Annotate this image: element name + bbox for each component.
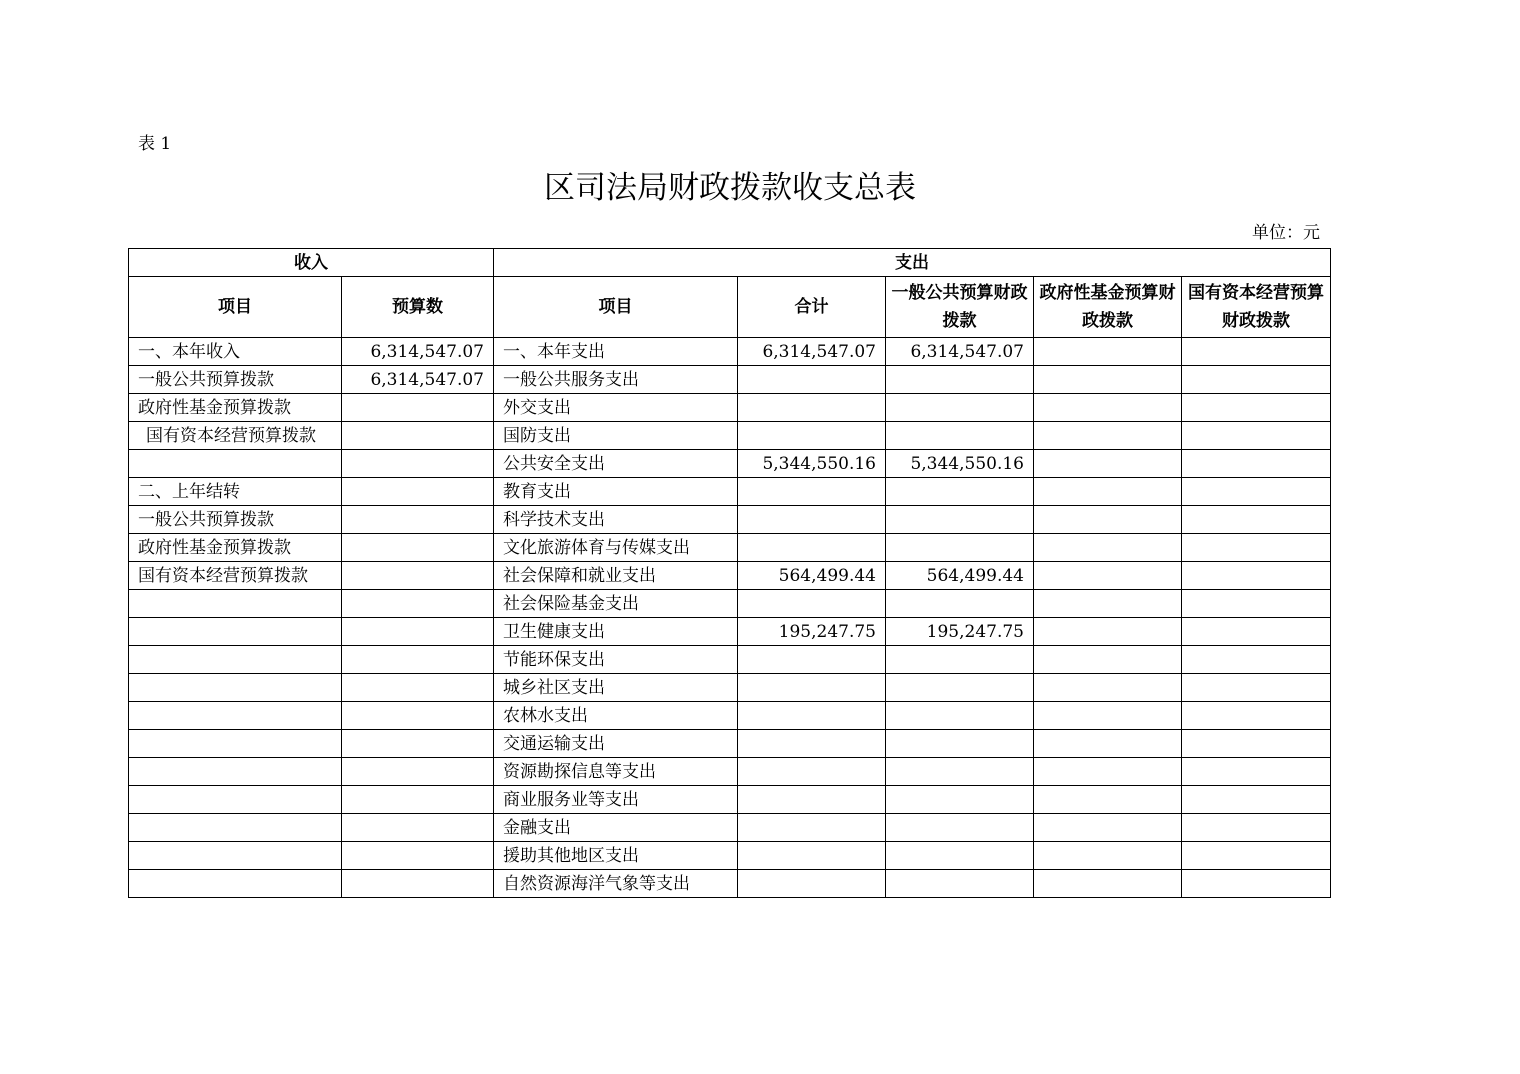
expense-general-cell: 5,344,550.16 — [886, 450, 1034, 478]
expense-state-cell — [1182, 730, 1331, 758]
expense-fund-cell — [1034, 674, 1182, 702]
expense-fund-cell — [1034, 478, 1182, 506]
expense-total-cell — [738, 506, 886, 534]
expense-general-cell — [886, 702, 1034, 730]
expense-general-cell — [886, 506, 1034, 534]
table-row — [129, 394, 1331, 422]
expense-general-cell — [886, 730, 1034, 758]
expense-fund-cell — [1034, 534, 1182, 562]
expense-item-cell: 文化旅游体育与传媒支出 — [494, 534, 738, 562]
expense-general-cell: 564,499.44 — [886, 562, 1034, 590]
table-row — [129, 506, 1331, 534]
expense-state-cell — [1182, 478, 1331, 506]
table-row — [129, 422, 1331, 450]
expense-fund-cell — [1034, 786, 1182, 814]
expense-state-cell — [1182, 814, 1331, 842]
income-budget-cell — [342, 786, 494, 814]
expense-item-cell: 国防支出 — [494, 422, 738, 450]
expense-total-cell — [738, 394, 886, 422]
income-item-header: 项目 — [129, 277, 342, 338]
table-row — [129, 842, 1331, 870]
expense-item-cell: 交通运输支出 — [494, 730, 738, 758]
table-row — [129, 702, 1331, 730]
header-row-columns — [129, 277, 1331, 338]
expense-total-cell — [738, 534, 886, 562]
header-row-group — [129, 249, 1331, 277]
expense-fund-cell — [1034, 450, 1182, 478]
expense-item-cell: 资源勘探信息等支出 — [494, 758, 738, 786]
income-group-header: 收入 — [129, 249, 494, 277]
income-item-cell: 一、本年收入 — [129, 338, 342, 366]
expense-total-cell — [738, 814, 886, 842]
expense-state-cell — [1182, 646, 1331, 674]
income-budget-cell: 6,314,547.07 — [342, 366, 494, 394]
table-row — [129, 758, 1331, 786]
expense-item-cell: 科学技术支出 — [494, 506, 738, 534]
income-budget-cell: 6,314,547.07 — [342, 338, 494, 366]
table-row — [129, 562, 1331, 590]
income-budget-cell — [342, 506, 494, 534]
expense-state-cell — [1182, 534, 1331, 562]
expense-state-cell — [1182, 422, 1331, 450]
table-row — [129, 870, 1331, 898]
income-budget-cell — [342, 534, 494, 562]
income-budget-cell — [342, 814, 494, 842]
expense-general-cell — [886, 478, 1034, 506]
expense-general-cell — [886, 758, 1034, 786]
expense-fund-cell — [1034, 590, 1182, 618]
expense-general-cell — [886, 534, 1034, 562]
expense-general-cell — [886, 674, 1034, 702]
income-item-cell — [129, 730, 342, 758]
income-budget-cell — [342, 702, 494, 730]
expense-item-cell: 城乡社区支出 — [494, 674, 738, 702]
expense-state-cell — [1182, 758, 1331, 786]
expense-total-cell — [738, 730, 886, 758]
expense-state-cell — [1182, 618, 1331, 646]
expense-item-cell: 外交支出 — [494, 394, 738, 422]
expense-item-cell: 卫生健康支出 — [494, 618, 738, 646]
expense-item-cell: 金融支出 — [494, 814, 738, 842]
income-budget-header: 预算数 — [342, 277, 494, 338]
table-row — [129, 338, 1331, 366]
expense-group-header: 支出 — [494, 249, 1331, 277]
expense-state-cell — [1182, 674, 1331, 702]
expense-general-cell — [886, 786, 1034, 814]
expense-general-cell — [886, 394, 1034, 422]
expense-total-cell — [738, 786, 886, 814]
income-budget-cell — [342, 674, 494, 702]
expense-total-cell: 195,247.75 — [738, 618, 886, 646]
income-budget-cell — [342, 590, 494, 618]
expense-general-cell — [886, 646, 1034, 674]
expense-item-cell: 节能环保支出 — [494, 646, 738, 674]
expense-total-cell — [738, 702, 886, 730]
expense-fund-cell — [1034, 758, 1182, 786]
page-title: 区司法局财政拨款收支总表 — [544, 170, 916, 206]
expense-fund-cell — [1034, 422, 1182, 450]
income-item-cell — [129, 618, 342, 646]
expense-total-header: 合计 — [738, 277, 886, 338]
expense-general-cell — [886, 590, 1034, 618]
expense-state-cell — [1182, 786, 1331, 814]
income-budget-cell — [342, 450, 494, 478]
income-budget-cell — [342, 758, 494, 786]
expense-total-cell — [738, 366, 886, 394]
income-budget-cell — [342, 646, 494, 674]
expense-item-cell: 教育支出 — [494, 478, 738, 506]
expense-fund-cell — [1034, 730, 1182, 758]
expense-fund-cell — [1034, 338, 1182, 366]
expense-item-cell: 商业服务业等支出 — [494, 786, 738, 814]
expense-general-cell — [886, 814, 1034, 842]
expense-fund-cell — [1034, 814, 1182, 842]
income-item-cell — [129, 674, 342, 702]
budget-table — [128, 248, 1331, 898]
expense-item-cell: 自然资源海洋气象等支出 — [494, 870, 738, 898]
income-item-cell: 国有资本经营预算拨款 — [129, 562, 342, 590]
income-item-cell: 一般公共预算拨款 — [129, 506, 342, 534]
expense-state-cell — [1182, 366, 1331, 394]
income-item-cell: 国有资本经营预算拨款 — [129, 422, 342, 450]
table-row — [129, 534, 1331, 562]
expense-item-cell: 一般公共服务支出 — [494, 366, 738, 394]
income-item-cell: 政府性基金预算拨款 — [129, 534, 342, 562]
expense-fund-cell — [1034, 702, 1182, 730]
income-item-cell — [129, 758, 342, 786]
expense-total-cell: 5,344,550.16 — [738, 450, 886, 478]
expense-general-cell: 195,247.75 — [886, 618, 1034, 646]
expense-total-cell — [738, 590, 886, 618]
expense-total-cell: 564,499.44 — [738, 562, 886, 590]
expense-state-cell — [1182, 506, 1331, 534]
table-number-label: 表 1 — [138, 134, 172, 154]
table-row — [129, 618, 1331, 646]
table-row — [129, 366, 1331, 394]
income-budget-cell — [342, 870, 494, 898]
income-budget-cell — [342, 842, 494, 870]
expense-total-cell — [738, 478, 886, 506]
income-item-cell — [129, 646, 342, 674]
expense-fund-cell — [1034, 506, 1182, 534]
expense-item-cell: 一、本年支出 — [494, 338, 738, 366]
income-item-cell — [129, 842, 342, 870]
table-row — [129, 478, 1331, 506]
expense-state-cell — [1182, 870, 1331, 898]
expense-total-cell — [738, 646, 886, 674]
expense-total-cell — [738, 758, 886, 786]
expense-item-cell: 社会保障和就业支出 — [494, 562, 738, 590]
income-item-cell: 一般公共预算拨款 — [129, 366, 342, 394]
expense-item-cell: 农林水支出 — [494, 702, 738, 730]
income-item-cell — [129, 702, 342, 730]
expense-general-cell — [886, 422, 1034, 450]
table-row — [129, 730, 1331, 758]
table-row — [129, 646, 1331, 674]
expense-fund-cell — [1034, 366, 1182, 394]
table-row — [129, 814, 1331, 842]
unit-label: 单位：元 — [1252, 223, 1320, 243]
expense-item-cell: 公共安全支出 — [494, 450, 738, 478]
expense-total-cell: 6,314,547.07 — [738, 338, 886, 366]
table-row — [129, 450, 1331, 478]
table-row — [129, 674, 1331, 702]
income-budget-cell — [342, 422, 494, 450]
expense-total-cell — [738, 842, 886, 870]
income-budget-cell — [342, 562, 494, 590]
income-budget-cell — [342, 394, 494, 422]
income-item-cell — [129, 870, 342, 898]
income-item-cell — [129, 814, 342, 842]
expense-item-cell: 援助其他地区支出 — [494, 842, 738, 870]
expense-total-cell — [738, 422, 886, 450]
income-item-cell — [129, 786, 342, 814]
income-item-cell: 政府性基金预算拨款 — [129, 394, 342, 422]
income-item-cell: 二、上年结转 — [129, 478, 342, 506]
income-budget-cell — [342, 478, 494, 506]
income-budget-cell — [342, 618, 494, 646]
expense-fund-cell — [1034, 646, 1182, 674]
expense-general-cell: 6,314,547.07 — [886, 338, 1034, 366]
income-item-cell — [129, 450, 342, 478]
expense-general-cell — [886, 842, 1034, 870]
expense-fund-cell — [1034, 394, 1182, 422]
expense-fund-cell — [1034, 618, 1182, 646]
expense-state-cell — [1182, 338, 1331, 366]
expense-general-cell — [886, 870, 1034, 898]
expense-fund-cell — [1034, 562, 1182, 590]
expense-state-cell — [1182, 562, 1331, 590]
expense-state-header: 国有资本经营预算财政拨款 — [1182, 277, 1331, 338]
expense-state-cell — [1182, 842, 1331, 870]
expense-item-cell: 社会保险基金支出 — [494, 590, 738, 618]
expense-fund-header: 政府性基金预算财政拨款 — [1034, 277, 1182, 338]
expense-general-header: 一般公共预算财政拨款 — [886, 277, 1034, 338]
expense-fund-cell — [1034, 870, 1182, 898]
table-body — [129, 338, 1331, 898]
expense-state-cell — [1182, 450, 1331, 478]
table-row — [129, 786, 1331, 814]
table-row — [129, 590, 1331, 618]
expense-total-cell — [738, 870, 886, 898]
expense-state-cell — [1182, 394, 1331, 422]
income-budget-cell — [342, 730, 494, 758]
expense-total-cell — [738, 674, 886, 702]
income-item-cell — [129, 590, 342, 618]
expense-general-cell — [886, 366, 1034, 394]
expense-fund-cell — [1034, 842, 1182, 870]
expense-state-cell — [1182, 590, 1331, 618]
expense-state-cell — [1182, 702, 1331, 730]
expense-item-header: 项目 — [494, 277, 738, 338]
